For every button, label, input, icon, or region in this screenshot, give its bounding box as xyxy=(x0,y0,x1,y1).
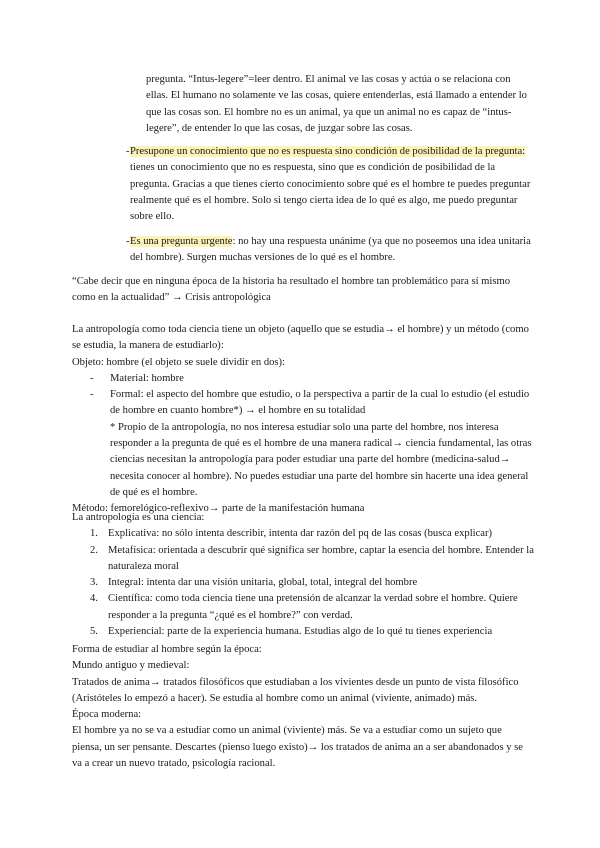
number-marker: 4. xyxy=(90,593,98,605)
ciencia-item-text: Explicativa: no sólo intenta describir, intenta dar razón del pq de las cosas (busca explicar) xyxy=(108,528,493,540)
objeto-item-text: Formal: el aspecto del hombre que estudio, o la perspectiva a partir de la cual lo estudio (el estudio de hombre en cuanto hombre*) → el hombre en su totalidad xyxy=(110,389,530,417)
objeto-item-text: Material: hombre xyxy=(110,372,184,384)
ciencia-item xyxy=(72,543,534,576)
highlighted-text: Presupone un conocimiento que no es respuesta sino condición de posibilidad de la pregunta: xyxy=(130,146,526,157)
bullet-marker: - xyxy=(126,146,130,157)
number-marker: 5. xyxy=(90,626,98,638)
ciencia-item-text: Científica: como toda ciencia tiene una pretensión de alcanzar la verdad sobre el hombre. Quiere responder a la pregunta “¿qué es el hombre?” con verdad. xyxy=(108,593,518,621)
objeto-item xyxy=(72,371,534,387)
bullet-list-top xyxy=(72,144,534,225)
moderna-text: El hombre ya no se va a estudiar como un animal (viviente) más. Se va a estudiar como un sujeto que piensa, un ser pensante. Descartes (pienso luego existo)→ los tratados de anima an a ser abandonados y se va a crear un nuevo tratado, psicología racional. xyxy=(72,725,523,770)
bullet-item xyxy=(72,144,534,225)
forma-section xyxy=(72,642,534,772)
ciencia-item-text: Metafísica: orientada a descubrir qué significa ser hombre, captar la esencia del hombre. Entender la naturaleza moral xyxy=(108,544,534,572)
ciencia-item xyxy=(72,624,534,640)
continuation-text: pregunta. “Intus-legere”=leer dentro. El animal ve las cosas y actúa o se relaciona con ellas. El humano no solamente ve las cosas, quiere entenderlas, está llamado a entender lo que las cosas son. El hombre no es un animal, ya que un animal no es capaz de “intus-legere”, de entender lo que las cosas, de juzgar sobre las cosas. xyxy=(146,74,527,134)
ciencia-item-text: Integral: intenta dar una visión unitaria, global, total, integral del hombre xyxy=(108,577,418,589)
forma-title: Forma de estudiar al hombre según la época: xyxy=(72,644,262,655)
bullet-rest: tienes un conocimiento que no es respuesta, sino que es condición de posibilidad de la pregunta. Gracias a que tienes cierto conocimiento sobre qué es el hombre te puedes preguntar realmente qué es el hombre. Solo si tengo cierta idea de lo qué es algo, me puedo preguntar sobre ello. xyxy=(130,162,531,223)
number-marker: 3. xyxy=(90,577,98,589)
ciencia-section xyxy=(72,510,534,640)
list-marker: - xyxy=(90,389,94,401)
highlighted-text: Es una pregunta urgente xyxy=(130,236,233,247)
objeto-intro: La antropología como toda ciencia tiene un objeto (aquello que se estudia→ el hombre) y un método (como se estudia, la manera de estudiarlo): xyxy=(72,324,529,352)
bullet-text xyxy=(130,144,534,225)
bullet-text xyxy=(130,234,534,267)
ciencia-item-text: Experiencial: parte de la experiencia humana. Estudias algo de lo qué tu tienes experiencia xyxy=(108,626,493,638)
bullet-marker: - xyxy=(126,236,130,247)
mundo-title: Mundo antiguo y medieval: xyxy=(72,660,190,672)
ciencia-item xyxy=(72,575,534,591)
objeto-note: * Propio de la antropología, no nos interesa estudiar solo una parte del hombre, nos interesa responder a la pregunta de qué es el hombre de una manera radical→ ciencia fundamental, las otras ciencias necesitan la antropología para poder estudiar una parte del hombre (medicina-salud→ necesita conocer al hombre). No puedes estudiar una parte del hombre sin hacerte una idea general de qué es el hombre. xyxy=(110,421,532,498)
bullet-rest: : no hay una respuesta unánime (ya que no poseemos una idea unitaria del hombre). Surgen muchas versiones de lo qué es el hombre. xyxy=(130,236,531,264)
objeto-line: Objeto: hombre (el objeto se suele dividir en dos): xyxy=(72,356,286,368)
ciencia-item xyxy=(72,591,534,624)
moderna-title: Época moderna: xyxy=(72,709,142,721)
number-marker: 2. xyxy=(90,544,98,556)
quote-paragraph xyxy=(72,274,534,307)
ciencia-item xyxy=(72,526,534,542)
ciencia-intro: La antropología es una ciencia: xyxy=(72,512,205,523)
objeto-section xyxy=(72,322,534,518)
list-marker: - xyxy=(90,372,94,384)
mundo-text: Tratados de anima→ tratados filosóficos que estudiaban a los vivientes desde un punto de vista filosófico (Aristóteles lo empezó a hacer). Se estudia al hombre como un animal (viviente, animado) más. xyxy=(72,676,519,704)
objeto-item xyxy=(72,387,534,420)
metodo-line: Método: femorelógico-reflexivo→ parte de la manifestación humana xyxy=(72,503,365,515)
continuation-paragraph xyxy=(146,72,534,137)
quote-text: “Cabe decir que en ninguna época de la historia ha resultado el hombre tan problemático para sí mismo como en la actualidad” → Crisis antropológica xyxy=(72,276,511,304)
bullet-list-top-2 xyxy=(72,234,534,267)
bullet-item xyxy=(72,234,534,267)
number-marker: 1. xyxy=(90,528,98,540)
